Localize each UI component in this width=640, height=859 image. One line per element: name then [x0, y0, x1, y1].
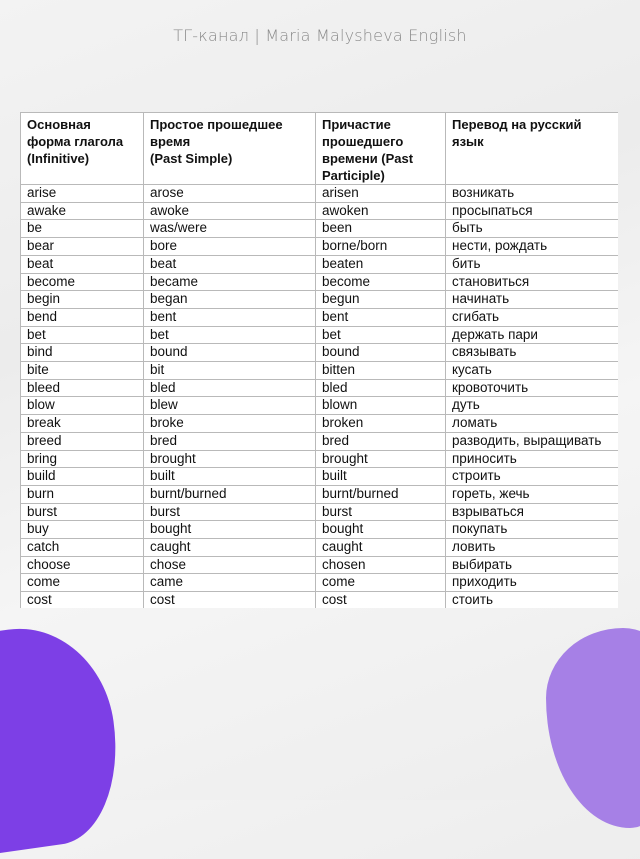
infinitive-cell: breed [21, 432, 144, 450]
translation-cell: кусать [446, 362, 619, 380]
past-participle-cell: bet [316, 326, 446, 344]
past-simple-cell: burst [144, 503, 316, 521]
translation-cell: возникать [446, 185, 619, 203]
infinitive-cell: bend [21, 308, 144, 326]
translation-cell: стоить [446, 592, 619, 608]
past-participle-cell: caught [316, 539, 446, 557]
translation-cell: строить [446, 468, 619, 486]
past-participle-cell: been [316, 220, 446, 238]
translation-cell: начинать [446, 291, 619, 309]
table-row [21, 273, 619, 291]
column-header-line: (Infinitive) [27, 151, 90, 166]
column-header-line: Основная [27, 117, 91, 132]
decorative-purple-blob-right [546, 628, 640, 828]
past-simple-cell: bent [144, 308, 316, 326]
infinitive-cell: bind [21, 344, 144, 362]
table-header-row [21, 113, 619, 185]
infinitive-cell: bet [21, 326, 144, 344]
translation-cell: нести, рождать [446, 238, 619, 256]
past-participle-cell: bought [316, 521, 446, 539]
table-row [21, 450, 619, 468]
infinitive-cell: bite [21, 362, 144, 380]
column-header-4 [446, 113, 619, 185]
infinitive-cell: bring [21, 450, 144, 468]
column-header-line: (Past Simple) [150, 151, 233, 166]
translation-cell: приносить [446, 450, 619, 468]
past-simple-cell: became [144, 273, 316, 291]
column-header-1 [21, 113, 144, 185]
decorative-purple-blob-left [0, 617, 129, 859]
past-simple-cell: bore [144, 238, 316, 256]
infinitive-cell: catch [21, 539, 144, 557]
translation-cell: выбирать [446, 556, 619, 574]
infinitive-cell: break [21, 415, 144, 433]
past-participle-cell: cost [316, 592, 446, 608]
infinitive-cell: choose [21, 556, 144, 574]
past-simple-cell: caught [144, 539, 316, 557]
table-row [21, 397, 619, 415]
past-participle-cell: arisen [316, 185, 446, 203]
past-simple-cell: bled [144, 379, 316, 397]
irregular-verbs-table [20, 112, 618, 608]
past-simple-cell: bound [144, 344, 316, 362]
table-row [21, 503, 619, 521]
past-simple-cell: broke [144, 415, 316, 433]
table-row [21, 291, 619, 309]
infinitive-cell: bear [21, 238, 144, 256]
infinitive-cell: arise [21, 185, 144, 203]
past-participle-cell: burst [316, 503, 446, 521]
table-row [21, 592, 619, 608]
past-simple-cell: brought [144, 450, 316, 468]
past-simple-cell: built [144, 468, 316, 486]
past-simple-cell: cost [144, 592, 316, 608]
infinitive-cell: beat [21, 255, 144, 273]
channel-title: ТГ-канал | Maria Malysheva English [173, 26, 467, 45]
table-row [21, 539, 619, 557]
past-participle-cell: bred [316, 432, 446, 450]
table-row [21, 379, 619, 397]
infinitive-cell: buy [21, 521, 144, 539]
infinitive-cell: bleed [21, 379, 144, 397]
past-simple-cell: burnt/burned [144, 485, 316, 503]
column-header-line: форма глагола [27, 134, 124, 149]
table-row [21, 574, 619, 592]
table-row [21, 415, 619, 433]
table-row [21, 432, 619, 450]
infinitive-cell: blow [21, 397, 144, 415]
past-simple-cell: awoke [144, 202, 316, 220]
past-simple-cell: blew [144, 397, 316, 415]
infinitive-cell: burn [21, 485, 144, 503]
translation-cell: приходить [446, 574, 619, 592]
irregular-verbs-table-card [20, 112, 618, 608]
infinitive-cell: burst [21, 503, 144, 521]
translation-cell: связывать [446, 344, 619, 362]
past-participle-cell: bled [316, 379, 446, 397]
past-simple-cell: was/were [144, 220, 316, 238]
table-row [21, 308, 619, 326]
past-participle-cell: burnt/burned [316, 485, 446, 503]
column-header-2 [144, 113, 316, 185]
translation-cell: держать пари [446, 326, 619, 344]
table-row [21, 255, 619, 273]
infinitive-cell: begin [21, 291, 144, 309]
column-header-3 [316, 113, 446, 185]
past-participle-cell: blown [316, 397, 446, 415]
translation-cell: гореть, жечь [446, 485, 619, 503]
past-participle-cell: built [316, 468, 446, 486]
table-row [21, 468, 619, 486]
translation-cell: быть [446, 220, 619, 238]
table-row [21, 326, 619, 344]
translation-cell: кровоточить [446, 379, 619, 397]
table-row [21, 362, 619, 380]
past-participle-cell: come [316, 574, 446, 592]
translation-cell: просыпаться [446, 202, 619, 220]
past-participle-cell: begun [316, 291, 446, 309]
past-participle-cell: awoken [316, 202, 446, 220]
past-simple-cell: began [144, 291, 316, 309]
infinitive-cell: become [21, 273, 144, 291]
column-header-line: Participle) [322, 168, 385, 183]
table-body [21, 185, 619, 609]
past-participle-cell: broken [316, 415, 446, 433]
infinitive-cell: be [21, 220, 144, 238]
past-participle-cell: bound [316, 344, 446, 362]
past-participle-cell: beaten [316, 255, 446, 273]
table-row [21, 185, 619, 203]
table-row [21, 521, 619, 539]
table-row [21, 238, 619, 256]
table-row [21, 202, 619, 220]
translation-cell: ловить [446, 539, 619, 557]
translation-cell: взрываться [446, 503, 619, 521]
column-header-line: прошедшего [322, 134, 404, 149]
past-participle-cell: bitten [316, 362, 446, 380]
past-simple-cell: arose [144, 185, 316, 203]
table-row [21, 485, 619, 503]
column-header-line: времени (Past [322, 151, 414, 166]
past-simple-cell: bet [144, 326, 316, 344]
column-header-line: Простое прошедшее [150, 117, 283, 132]
past-participle-cell: become [316, 273, 446, 291]
infinitive-cell: awake [21, 202, 144, 220]
past-simple-cell: beat [144, 255, 316, 273]
translation-cell: дуть [446, 397, 619, 415]
infinitive-cell: cost [21, 592, 144, 608]
table-row [21, 556, 619, 574]
translation-cell: бить [446, 255, 619, 273]
translation-cell: разводить, выращивать [446, 432, 619, 450]
past-simple-cell: came [144, 574, 316, 592]
past-simple-cell: bought [144, 521, 316, 539]
translation-cell: становиться [446, 273, 619, 291]
translation-cell: покупать [446, 521, 619, 539]
past-participle-cell: brought [316, 450, 446, 468]
past-participle-cell: chosen [316, 556, 446, 574]
translation-cell: сгибать [446, 308, 619, 326]
past-participle-cell: bent [316, 308, 446, 326]
translation-cell: ломать [446, 415, 619, 433]
column-header-line: Перевод на русский [452, 117, 582, 132]
past-participle-cell: borne/born [316, 238, 446, 256]
past-simple-cell: bred [144, 432, 316, 450]
table-row [21, 220, 619, 238]
infinitive-cell: build [21, 468, 144, 486]
past-simple-cell: chose [144, 556, 316, 574]
infinitive-cell: come [21, 574, 144, 592]
column-header-line: время [150, 134, 191, 149]
past-simple-cell: bit [144, 362, 316, 380]
column-header-line: Причастие [322, 117, 391, 132]
column-header-line: язык [452, 134, 484, 149]
table-row [21, 344, 619, 362]
